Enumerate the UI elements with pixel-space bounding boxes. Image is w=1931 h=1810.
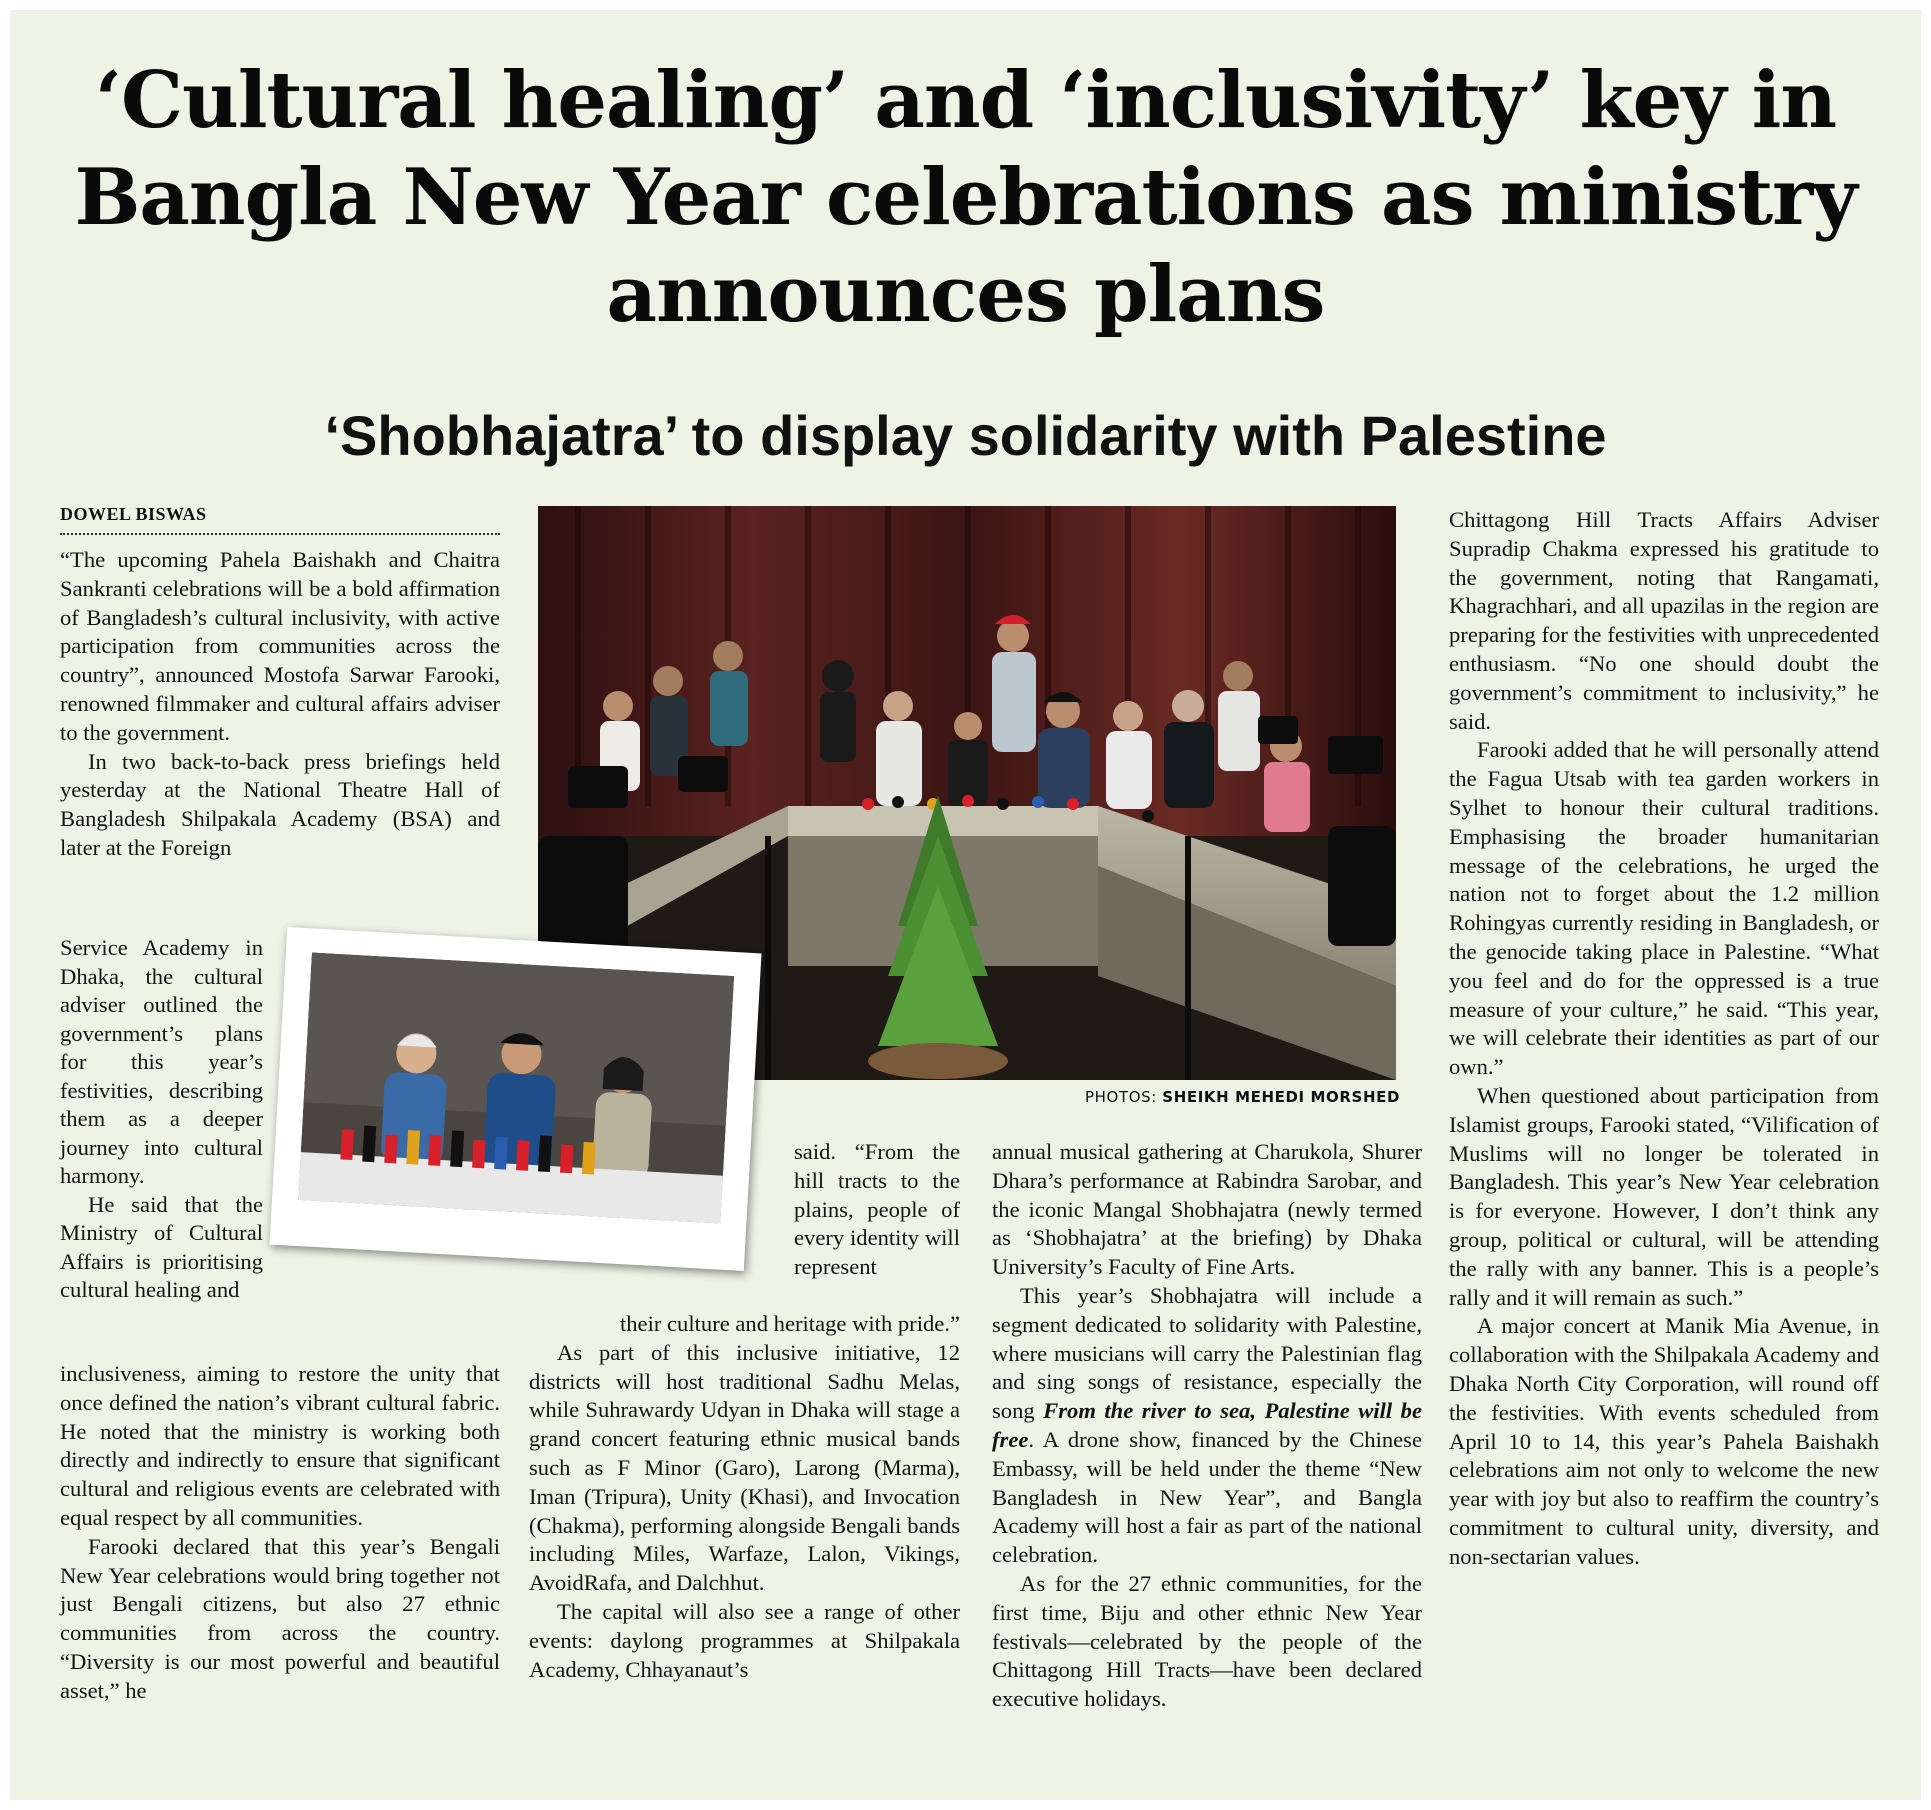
column-2-bottom (529, 1310, 960, 1684)
paragraph: said. “From the hill tracts to the plains, people of every identity will represent (794, 1139, 960, 1280)
photo-credit-name: SHEIKH MEHEDI MORSHED (1162, 1088, 1400, 1106)
subheadline: ‘Shobhajatra’ to display solidarity with Palestine (324, 404, 1607, 467)
paragraph: Chittagong Hill Tracts Affairs Adviser Supradip Chakma expressed his gratitude to the government, noting that Rangamati, Khagrachhari, and all upazilas in the region are preparing for the festivities with unprecedented enthusiasm. “No one should doubt the government’s commitment to inclusivity,” he said. (1449, 507, 1879, 734)
paragraph: As part of this inclusive initiative, 12 districts will host traditional Sadhu Melas, while Suhrawardy Udyan in Dhaka will stage a grand concert featuring ethnic musical bands such as F Minor (Garo), Larong (Marma), Iman (Tripura), Unity (Khasi), and Invocation (Chakma), performing alongside Bengali bands including Miles, Warfaze, Lalon, Vikings, AvoidRafa, and Dalchhut. (529, 1339, 960, 1596)
column-1-bottom (60, 1360, 500, 1706)
paragraph: Farooki added that he will personally attend the Fagua Utsab with tea garden workers in Sylhet to honour their cultural traditions. Emphasising the broader humanitarian message of the celebrations, he urged the nation not to forget about the 1.2 million Rohingyas currently residing in Bangladesh, or the genocide taking place in Palestine. “What you feel and do for the oppressed is a true measure of your culture,” he said. “This year, we will celebrate their identities as part of our own.” (1449, 737, 1879, 1080)
paragraph: A major concert at Manik Mia Avenue, in collaboration with the Shilpakala Academy and Dhaka North City Corporation, will round off the festivities. With events scheduled from April 10 to 14, this year’s Pahela Baishakh celebrations aim not only to welcome the new year with joy but also to reaffirm the country’s commitment to cultural unity, diversity, and non-sectarian values. (1449, 1313, 1879, 1569)
inset-press-illustration (298, 952, 734, 1223)
inset-photo (298, 952, 734, 1223)
text-run: . A drone show, financed by the Chinese Embassy, will be held under the theme “New Bangladesh in New Year”, and Bangla Academy will host a fair as part of the national celebration. (992, 1426, 1422, 1568)
paragraph: In two back-to-back press briefings held yesterday at the National Theatre Hall of Bangladesh Shilpakala Academy (BSA) and later at the Foreign (60, 748, 500, 860)
paragraph: The capital will also see a range of other events: daylong programmes at Shilpakala Academy, Chhayanaut’s (529, 1598, 960, 1682)
byline: DOWEL BISWAS (60, 504, 500, 535)
paragraph: annual musical gathering at Charukola, Shurer Dhara’s performance at Rabindra Sarobar, and the iconic Mangal Shobhajatra (newly termed as ‘Shobhajatra’ at the briefing) by Dhaka University’s Faculty of Fine Arts. (992, 1139, 1422, 1280)
column-1-narrow (60, 934, 263, 1305)
newspaper-page (10, 10, 1921, 1800)
headline: ‘Cultural healing’ and ‘inclusivity’ key in Bangla New Year celebrations as ministry announces plans (74, 55, 1857, 340)
photo-credit (950, 1088, 1400, 1106)
paragraph: As for the 27 ethnic communities, for the first time, Biju and other ethnic New Year festivals—celebrated by the people of the Chittagong Hill Tracts—have been declared executive holidays. (992, 1570, 1422, 1712)
paragraph: “The upcoming Pahela Baishakh and Chaitra Sankranti celebrations will be a bold affirmation of Bangladesh’s cultural inclusivity, with active participation from communities across the country”, announced Mostofa Sarwar Farooki, renowned filmmaker and cultural affairs adviser to the government. (60, 547, 500, 745)
column-4 (1449, 506, 1879, 1571)
inset-photo-frame (269, 927, 761, 1271)
column-1-top (60, 546, 500, 863)
paragraph: Farooki declared that this year’s Bengali New Year celebrations would bring together not just Bengali citizens, but also 27 ethnic communities from across the country. “Diversity is our most powerful and beautiful asset,” he (60, 1533, 500, 1703)
column-2-narrow (794, 1138, 960, 1282)
paragraph: He said that the Ministry of Cultural Affairs is prioritising cultural healing and (60, 1191, 263, 1302)
paragraph: inclusiveness, aiming to restore the unity that once defined the nation’s vibrant cultural fabric. He noted that the ministry is working both directly and indirectly to ensure that significant cultural and religious events are celebrated with equal respect by all communities. (60, 1361, 500, 1530)
song-title: From the river to sea, Palestine will be free (992, 1398, 1422, 1452)
paragraph: When questioned about participation from Islamist groups, Farooki stated, “Vilification of Muslims will no longer be tolerated in Bangladesh. This year’s New Year celebration is for everyone. However, I don’t think any group, political or cultural, will be attending the rally with any banner. This is a people’s rally and it will remain as such.” (1449, 1082, 1879, 1310)
column-3 (992, 1138, 1422, 1714)
paragraph: their culture and heritage with pride.” (619, 1311, 960, 1336)
photo-credit-label: PHOTOS: (1085, 1088, 1157, 1106)
paragraph: Service Academy in Dhaka, the cultural adviser outlined the government’s plans for this year’s festivities, describing them as a deeper journey into cultural harmony. (60, 935, 263, 1188)
text-run: This year’s Shobhajatra will include a segment dedicated to solidarity with Palestine, where musicians will carry the Palestinian flag and sing songs of resistance, especially the song (992, 1282, 1422, 1424)
paragraph (992, 1282, 1422, 1570)
